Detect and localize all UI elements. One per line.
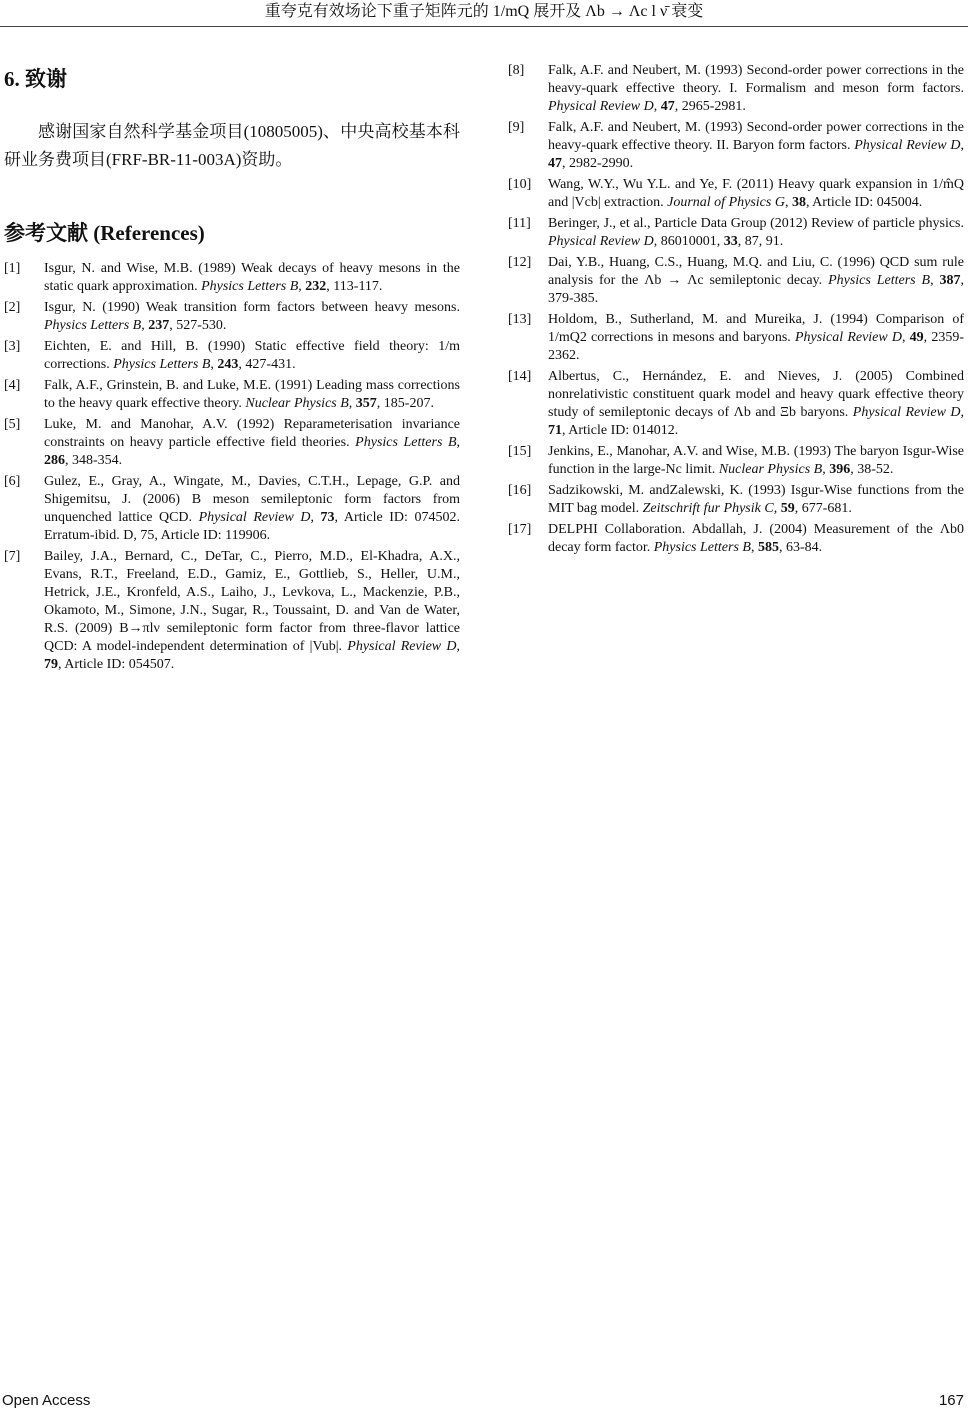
reference-item: [12] Dai, Y.B., Huang, C.S., Huang, M.Q. and Liu, C. (1996) QCD sum rule analysis for the Λb → Λc semileptonic decay. Physics Letters B, 387, 379-385. <box>508 255 964 306</box>
reference-list-right <box>508 62 964 557</box>
reference-journal: Physics Letters B <box>355 435 457 450</box>
reference-pages: , Article ID: 045004. <box>805 195 923 210</box>
reference-text: Luke, M. and Manohar, A.V. (1992) Reparameterisation invariance constraints on heavy particle effective field theories. <box>44 417 460 450</box>
reference-number: [6] <box>4 474 21 489</box>
reference-item: [4] Falk, A.F., Grinstein, B. and Luke, M.E. (1991) Leading mass corrections to the heavy quark effective theory. Nuclear Physics B, 357, 185-207. <box>4 378 460 411</box>
reference-number: [16] <box>508 483 532 498</box>
reference-volume: 49 <box>909 330 924 345</box>
reference-number: [10] <box>508 177 532 192</box>
reference-journal: Physical Review D <box>198 510 311 525</box>
reference-number: [9] <box>508 120 525 135</box>
reference-volume: 237 <box>148 318 170 333</box>
reference-journal: Physics Letters B <box>653 540 751 555</box>
reference-journal: Nuclear Physics B <box>245 396 349 411</box>
reference-text: Sadzikowski, M. andZalewski, K. (1993) Isgur-Wise functions from the MIT bag model. <box>548 483 964 516</box>
reference-number: [1] <box>4 261 21 276</box>
reference-pages: , 38-52. <box>850 462 894 477</box>
reference-text: Falk, A.F., Grinstein, B. and Luke, M.E. (1991) Leading mass corrections to the heavy quark effective theory. <box>44 378 460 411</box>
reference-text: Jenkins, E., Manohar, A.V. and Wise, M.B. (1993) The baryon Isgur-Wise function in the large-Nc limit. <box>548 444 964 477</box>
reference-number: [7] <box>4 549 21 564</box>
reference-item: [2] Isgur, N. (1990) Weak transition form factors between heavy mesons. Physics Letters B, 237, 527-530. <box>4 300 460 333</box>
reference-text: Gulez, E., Gray, A., Wingate, M., Davies, C.T.H., Lepage, G.P. and Shigemitsu, J. (2006) B meson semileptonic form factors from unquenched lattice QCD. <box>44 474 460 525</box>
reference-list-left <box>4 260 460 674</box>
reference-item: [7] Bailey, J.A., Bernard, C., DeTar, C., Pierro, M.D., El-Khadra, A.X., Evans, R.T., Freeland, E.D., Gamiz, E., Gottlieb, S., Heller, U.M., Hetrick, J.E., Kronfeld, A.S., Laiho, J., Levkova, L., Mackenzie, P.B., Okamoto, M., Simone, J.N., Sugar, R., Toussaint, D. and Van de Water, R.S. (2009) B→πlν semileptonic form factor from three-flavor lattice QCD: A model-independent determination of |Vub|. Physical Review D, 79, Article ID: 054507. <box>4 549 460 672</box>
right-column <box>508 62 964 560</box>
reference-text: Eichten, E. and Hill, B. (1990) Static effective field theory: 1/m corrections. <box>44 339 460 372</box>
reference-volume: 73 <box>320 510 335 525</box>
reference-volume: 47 <box>660 99 675 114</box>
reference-journal: Journal of Physics G <box>667 195 785 210</box>
reference-text: Falk, A.F. and Neubert, M. (1993) Second-order power corrections in the heavy-quark effective theory. I. Formalism and meson form factors. <box>548 63 964 96</box>
reference-pages: , 185-207. <box>376 396 434 411</box>
reference-item: [17] DELPHI Collaboration. Abdallah, J. (2004) Measurement of the Λb0 decay form factor. Physics Letters B, 585, 63-84. <box>508 522 964 555</box>
reference-text: Albertus, C., Hernández, E. and Nieves, J. (2005) Combined nonrelativistic constituent quark model and heavy quark effective theory study of semileptonic decays of Λb and Ξb baryons. <box>548 369 964 420</box>
reference-journal: Physical Review D <box>347 639 457 654</box>
reference-journal: Physical Review D <box>548 234 654 249</box>
running-header-title: 重夸克有效场论下重子矩阵元的 1/mQ 展开及 Λb → Λc l ν̄ 衰变 <box>264 3 704 20</box>
reference-number: [15] <box>508 444 532 459</box>
reference-text: Isgur, N. and Wise, M.B. (1989) Weak decays of heavy mesons in the static quark approximation. <box>44 261 460 294</box>
reference-number: [17] <box>508 522 532 537</box>
page-number: 167 <box>938 1392 964 1409</box>
reference-volume: 387 <box>939 273 961 288</box>
reference-journal: Physics Letters B <box>201 279 299 294</box>
reference-journal: Zeitschrift fur Physik C <box>642 501 774 516</box>
reference-journal: Physical Review D <box>852 405 961 420</box>
reference-volume: 71 <box>548 423 562 438</box>
reference-item: [1] Isgur, N. and Wise, M.B. (1989) Weak decays of heavy mesons in the static quark approximation. Physics Letters B, 232, 113-117. <box>4 261 460 294</box>
reference-number: [14] <box>508 369 532 384</box>
reference-volume: 79 <box>44 657 58 672</box>
reference-pages: , 87, 91. <box>737 234 784 249</box>
reference-volume: 59 <box>780 501 795 516</box>
reference-volume: 243 <box>217 357 239 372</box>
reference-pages: , Article ID: 074502. Erratum-ibid. D, 75, Article ID: 119906. <box>44 510 460 543</box>
reference-text: , 86010001, <box>653 234 724 249</box>
reference-volume: 286 <box>44 453 65 468</box>
reference-number: [12] <box>508 255 532 270</box>
reference-item: [6] Gulez, E., Gray, A., Wingate, M., Davies, C.T.H., Lepage, G.P. and Shigemitsu, J. (2006) B meson semileptonic form factors from unquenched lattice QCD. Physical Review D, 73, Article ID: 074502. Erratum-ibid. D, 75, Article ID: 119906. <box>4 474 460 543</box>
reference-number: [4] <box>4 378 21 393</box>
reference-number: [8] <box>508 63 525 78</box>
reference-text: Holdom, B., Sutherland, M. and Mureika, J. (1994) Comparison of 1/mQ2 corrections in mesons and baryons. <box>548 312 964 345</box>
reference-pages: , 2359-2362. <box>548 330 964 363</box>
reference-journal: Physics Letters B <box>828 273 931 288</box>
reference-number: [2] <box>4 300 21 315</box>
reference-pages: , Article ID: 014012. <box>562 423 679 438</box>
running-header <box>0 2 968 22</box>
reference-text: DELPHI Collaboration. Abdallah, J. (2004) Measurement of the Λb0 decay form factor. <box>548 522 964 555</box>
reference-volume: 38 <box>791 195 806 210</box>
left-column <box>4 62 460 677</box>
reference-pages: , 2982-2990. <box>562 156 634 171</box>
reference-pages: , 677-681. <box>794 501 852 516</box>
reference-item: [16] Sadzikowski, M. andZalewski, K. (1993) Isgur-Wise functions from the MIT bag model. Zeitschrift fur Physik C, 59, 677-681. <box>508 483 964 516</box>
reference-volume: 232 <box>305 279 327 294</box>
reference-number: [13] <box>508 312 532 327</box>
reference-volume: 585 <box>757 540 779 555</box>
reference-volume: 357 <box>355 396 377 411</box>
reference-pages: , 63-84. <box>778 540 823 555</box>
reference-text: Beringer, J., et al., Particle Data Group (2012) Review of particle physics. <box>548 216 964 231</box>
reference-pages: , 379-385. <box>548 273 964 306</box>
reference-item: [15] Jenkins, E., Manohar, A.V. and Wise, M.B. (1993) The baryon Isgur-Wise function in the large-Nc limit. Nuclear Physics B, 396, 38-52. <box>508 444 964 477</box>
acknowledgement-heading: 6. 致谢 <box>4 67 67 91</box>
reference-journal: Physical Review D <box>794 330 903 345</box>
reference-text: Wang, W.Y., Wu Y.L. and Ye, F. (2011) Heavy quark expansion in 1/m̂Q and |Vcb| extraction. <box>548 177 964 210</box>
reference-text: Falk, A.F. and Neubert, M. (1993) Second-order power corrections in the heavy-quark effective theory. II. Baryon form factors. <box>548 120 964 153</box>
reference-item: [9] Falk, A.F. and Neubert, M. (1993) Second-order power corrections in the heavy-quark effective theory. II. Baryon form factors. Physical Review D, 47, 2982-2990. <box>508 120 964 171</box>
reference-item: [10] Wang, W.Y., Wu Y.L. and Ye, F. (2011) Heavy quark expansion in 1/m̂Q and |Vcb| extraction. Journal of Physics G, 38, Article ID: 045004. <box>508 177 964 210</box>
reference-item: [13] Holdom, B., Sutherland, M. and Mureika, J. (1994) Comparison of 1/mQ2 corrections in mesons and baryons. Physical Review D, 49, 2359-2362. <box>508 312 964 363</box>
reference-journal: Physics Letters B <box>44 318 142 333</box>
reference-pages: , 2965-2981. <box>674 99 746 114</box>
acknowledgement-body: 感谢国家自然科学基金项目(10805005)、中央高校基本科研业务费项目(FRF-BR-11-003A)资助。 <box>4 122 460 169</box>
reference-volume: 47 <box>548 156 562 171</box>
reference-text: Bailey, J.A., Bernard, C., DeTar, C., Pierro, M.D., El-Khadra, A.X., Evans, R.T., Freeland, E.D., Gamiz, E., Gottlieb, S., Heller, U.M., Hetrick, J.E., Kronfeld, A.S., Laiho, J., Levkova, L., Mackenzie, P.B., Okamoto, M., Simone, J.N., Sugar, R., Toussaint, D. and Van de Water, R.S. (2009) B→πlν semileptonic form factor from three-flavor lattice QCD: A model-independent determination of |Vub|. <box>44 549 460 654</box>
reference-journal: Physical Review D <box>548 99 654 114</box>
reference-number: [11] <box>508 216 531 231</box>
reference-journal: Nuclear Physics B <box>718 462 823 477</box>
reference-item <box>508 215 964 251</box>
reference-journal: Physics Letters B <box>113 357 211 372</box>
reference-journal: Physical Review D <box>854 138 961 153</box>
references-heading: 参考文献 (References) <box>4 221 205 245</box>
reference-pages: , 527-530. <box>169 318 227 333</box>
reference-item: [14] Albertus, C., Hernández, E. and Nieves, J. (2005) Combined nonrelativistic constituent quark model and heavy quark effective theory study of semileptonic decays of Λb and Ξb baryons. Physical Review D, 71, Article ID: 014012. <box>508 369 964 438</box>
reference-item: [5] Luke, M. and Manohar, A.V. (1992) Reparameterisation invariance constraints on heavy particle effective field theories. Physics Letters B, 286, 348-354. <box>4 417 461 468</box>
reference-number: [5] <box>4 417 21 432</box>
reference-volume: 33 <box>723 234 738 249</box>
reference-pages: , 348-354. <box>65 453 123 468</box>
footer-journal: Open Access <box>2 1392 91 1409</box>
reference-volume: 396 <box>829 462 851 477</box>
reference-item: [3] Eichten, E. and Hill, B. (1990) Static effective field theory: 1/m corrections. Physics Letters B, 243, 427-431. <box>4 339 460 372</box>
reference-pages: , 113-117. <box>326 279 383 294</box>
reference-item: [8] Falk, A.F. and Neubert, M. (1993) Second-order power corrections in the heavy-quark effective theory. I. Formalism and meson form factors. Physical Review D, 47, 2965-2981. <box>508 63 964 114</box>
reference-pages: , Article ID: 054507. <box>58 657 175 672</box>
reference-text: Dai, Y.B., Huang, C.S., Huang, M.Q. and Liu, C. (1996) QCD sum rule analysis for the Λb → Λc semileptonic decay. <box>548 255 964 288</box>
reference-number: [3] <box>4 339 21 354</box>
reference-pages: , 427-431. <box>238 357 296 372</box>
reference-text: Isgur, N. (1990) Weak transition form factors between heavy mesons. <box>44 300 460 315</box>
header-rule <box>0 26 968 27</box>
